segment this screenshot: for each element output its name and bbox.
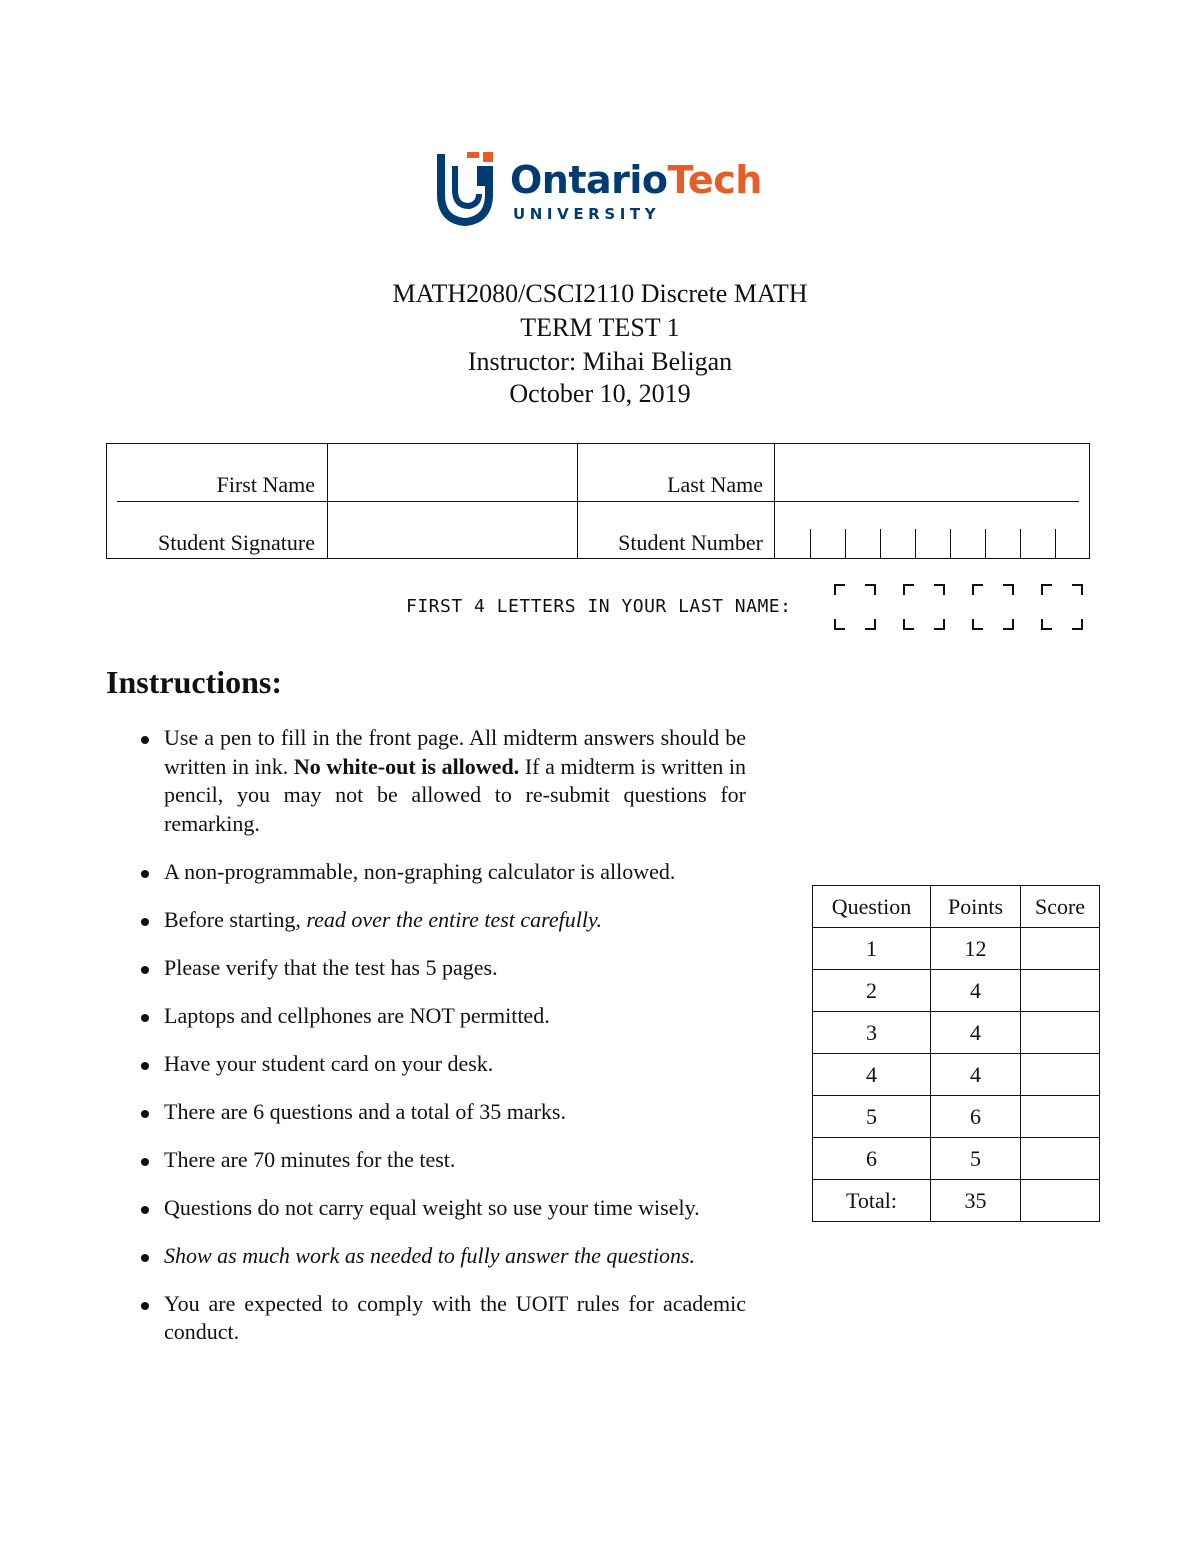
total-score-cell[interactable]: [1021, 1180, 1100, 1222]
divider: [117, 501, 1079, 502]
first-name-label: First Name: [216, 472, 315, 497]
box-corner: [834, 584, 845, 595]
bullet-icon: [141, 1302, 149, 1310]
box-corner: [934, 584, 945, 595]
digit-separator: [810, 529, 811, 559]
instruction-item: You are expected to comply with the UOIT rules for academic conduct.: [106, 1290, 746, 1347]
points-cell: 6: [931, 1096, 1021, 1138]
instruction-item: Questions do not carry equal weight so use your time wisely.: [106, 1194, 746, 1223]
bullet-icon: [141, 1158, 149, 1166]
digit-separator: [880, 529, 881, 559]
score-cell[interactable]: [1021, 1138, 1100, 1180]
question-cell: 3: [813, 1012, 931, 1054]
box-corner: [1003, 619, 1014, 630]
digit-separator: [985, 529, 986, 559]
instructions-list: [106, 724, 746, 1366]
course-title: MATH2080/CSCI2110 Discrete MATH: [392, 279, 808, 308]
box-corner: [1041, 584, 1052, 595]
question-cell: 6: [813, 1138, 931, 1180]
table-row: [813, 1054, 1100, 1096]
score-cell[interactable]: [1021, 1096, 1100, 1138]
score-cell[interactable]: [1021, 1012, 1100, 1054]
points-cell: 12: [931, 928, 1021, 970]
points-cell: 4: [931, 1012, 1021, 1054]
points-cell: 4: [931, 1054, 1021, 1096]
box-corner: [865, 584, 876, 595]
letter-box-1[interactable]: [834, 584, 876, 630]
table-header-row: [813, 886, 1100, 928]
last-name-label: Last Name: [667, 472, 763, 497]
instruction-item: Have your student card on your desk.: [106, 1050, 746, 1079]
digit-separator: [1055, 529, 1056, 559]
instruction-item: Show as much work as needed to fully answer the questions.: [106, 1242, 746, 1271]
test-date: October 10, 2019: [509, 379, 691, 408]
bullet-icon: [141, 736, 149, 744]
digit-separator: [1020, 529, 1021, 559]
total-row: [813, 1180, 1100, 1222]
question-cell: 1: [813, 928, 931, 970]
instruction-item: Use a pen to fill in the front page. All midterm answers should be written in ink. No white-out is allowed. If a midterm is written in pencil, you may not be allowed to re-submit questions for remarking.: [106, 724, 746, 838]
student-number-label: Student Number: [618, 530, 763, 555]
column-header: Points: [931, 886, 1021, 928]
letter-box-2[interactable]: [903, 584, 945, 630]
instruction-item: Laptops and cellphones are NOT permitted.: [106, 1002, 746, 1031]
box-corner: [834, 619, 845, 630]
logo-wordmark: OntarioTech: [510, 158, 762, 202]
box-corner: [903, 584, 914, 595]
bullet-icon: [141, 918, 149, 926]
box-corner: [1072, 584, 1083, 595]
table-row: [813, 928, 1100, 970]
student-info-box: [106, 443, 1090, 559]
signature-field[interactable]: [329, 504, 575, 556]
points-cell: 5: [931, 1138, 1021, 1180]
instruction-item: Before starting, read over the entire test carefully.: [106, 906, 746, 935]
last-name-letters-label: FIRST 4 LETTERS IN YOUR LAST NAME:: [406, 596, 792, 617]
last-name-field[interactable]: [776, 446, 1086, 500]
instruction-item: A non-programmable, non-graphing calculator is allowed.: [106, 858, 746, 887]
column-header: Question: [813, 886, 931, 928]
logo-subtitle: UNIVERSITY: [513, 205, 661, 223]
bullet-icon: [141, 870, 149, 878]
digit-separator: [845, 529, 846, 559]
bullet-icon: [141, 966, 149, 974]
bullet-icon: [141, 1014, 149, 1022]
column-header: Score: [1021, 886, 1100, 928]
box-corner: [972, 619, 983, 630]
bullet-icon: [141, 1062, 149, 1070]
table-row: [813, 1012, 1100, 1054]
total-points: 35: [931, 1180, 1021, 1222]
bullet-icon: [141, 1206, 149, 1214]
box-corner: [865, 619, 876, 630]
score-cell[interactable]: [1021, 970, 1100, 1012]
instruction-item: Please verify that the test has 5 pages.: [106, 954, 746, 983]
instruction-item: There are 70 minutes for the test.: [106, 1146, 746, 1175]
digit-separator: [915, 529, 916, 559]
box-corner: [934, 619, 945, 630]
question-cell: 2: [813, 970, 931, 1012]
instruction-item: There are 6 questions and a total of 35 marks.: [106, 1098, 746, 1127]
test-header: [0, 277, 1200, 409]
box-corner: [1003, 584, 1014, 595]
instructions-title: Instructions:: [106, 664, 283, 700]
letter-box-3[interactable]: [972, 584, 1014, 630]
total-label: Total:: [813, 1180, 931, 1222]
university-logo: [437, 150, 767, 230]
table-row: [813, 1138, 1100, 1180]
score-cell[interactable]: [1021, 928, 1100, 970]
signature-label: Student Signature: [157, 530, 315, 555]
question-cell: 4: [813, 1054, 931, 1096]
ontariotech-shield-icon: [437, 150, 497, 226]
table-row: [813, 1096, 1100, 1138]
bullet-icon: [141, 1254, 149, 1262]
table-row: [813, 970, 1100, 1012]
bullet-icon: [141, 1110, 149, 1118]
question-cell: 5: [813, 1096, 931, 1138]
student-number-field[interactable]: [776, 504, 1086, 556]
letter-box-4[interactable]: [1041, 584, 1083, 630]
test-title: TERM TEST 1: [520, 313, 680, 342]
box-corner: [1072, 619, 1083, 630]
digit-separator: [950, 529, 951, 559]
score-table: [812, 885, 1100, 1222]
points-cell: 4: [931, 970, 1021, 1012]
score-cell[interactable]: [1021, 1054, 1100, 1096]
box-corner: [903, 619, 914, 630]
instructor-line: Instructor: Mihai Beligan: [467, 347, 733, 376]
first-name-field[interactable]: [329, 446, 575, 500]
box-corner: [1041, 619, 1052, 630]
box-corner: [972, 584, 983, 595]
